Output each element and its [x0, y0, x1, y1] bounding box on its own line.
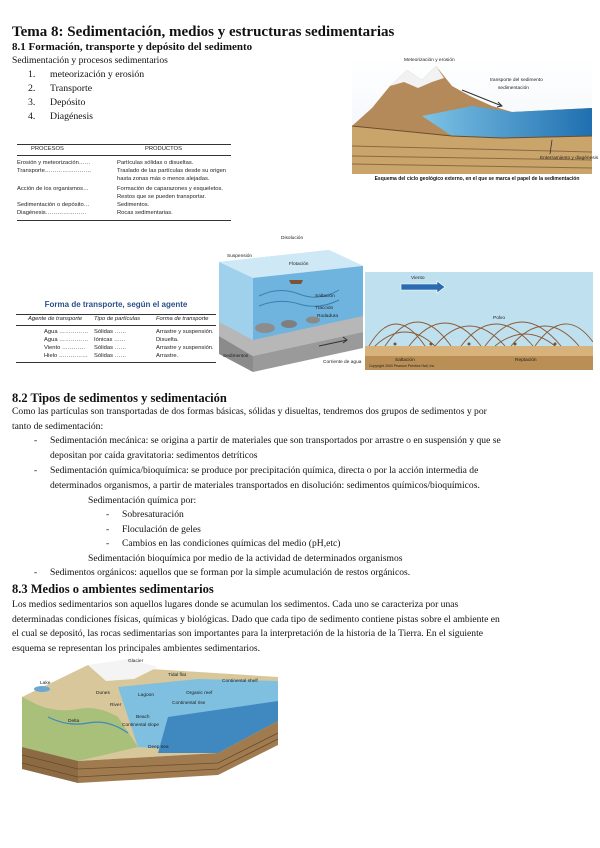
water-transport-figure	[219, 236, 363, 372]
label-sedimentos: Sedimentos	[223, 354, 249, 359]
label-disolucion: Disolución	[281, 236, 304, 241]
table-cell: Sólidas ……	[94, 345, 127, 351]
table-cell: Rocas sedimentarias.	[117, 210, 173, 216]
label-corriente: Corriente de agua	[323, 360, 362, 365]
label-burial: Enterramiento y diagénesis	[540, 156, 599, 161]
section-8-2-heading: 8.2 Tipos de sedimentos y sedimentación	[12, 391, 227, 405]
table-cell: Iónicas ……	[94, 337, 126, 343]
list-item: 1. meteorización y erosión	[28, 69, 145, 80]
label-lagoon: Lagoon	[138, 693, 155, 698]
table-row: Agua ……………	[44, 329, 89, 335]
label-traccion: Tracción	[315, 306, 334, 311]
label-lake: Lake	[40, 681, 51, 686]
steps-list	[28, 68, 144, 124]
table-row: Erosión y meteorización……	[17, 160, 91, 166]
table-row: Transporte……………………	[17, 168, 92, 174]
section-8-3-heading: 8.3 Medios o ambientes sedimentarios	[12, 582, 214, 596]
label-saltacion-viento: Saltación	[395, 358, 415, 363]
table-row: Viento …………	[44, 345, 86, 351]
table-cell: Sedimentos.	[117, 202, 150, 208]
table-cell: Sólidas ……	[94, 329, 127, 335]
table-cell: Formación de caparazones y esqueletos. Restos que se pueden transportar.	[117, 186, 224, 200]
table-cell: Disuelta.	[156, 337, 179, 343]
bio-line: Sedimentación bioquímica por medio de la actividad de determinados organismos	[88, 553, 403, 564]
label-viento: Viento	[411, 276, 425, 281]
list-item: 3. Depósito	[28, 97, 86, 108]
figure-copyright: Copyright 2004 Pearson Prentice Hall, Inc.	[369, 364, 436, 368]
label-tidal-flat: Tidal flat	[168, 673, 186, 678]
table-cell: Sólidas ……	[94, 353, 127, 359]
table-cell: Arrastre.	[156, 353, 179, 359]
label-dunes: Dunes	[96, 691, 110, 696]
list-item: - Cambios en las condiciones químicas del medio (pH,etc)	[106, 538, 341, 550]
header-forma: Forma de transporte	[156, 316, 209, 322]
label-rodadura: Rodadura	[317, 314, 339, 319]
label-river: River	[110, 703, 122, 708]
s1-intro: Sedimentación y procesos sedimentarios	[12, 55, 168, 66]
label-deep-sea: Deep sea	[148, 745, 169, 750]
table-cell: Traslado de las partículas desde su origen hasta zonas más o menos alejadas.	[117, 168, 227, 182]
header-procesos: PROCESOS	[31, 146, 64, 152]
label-flotacion: Flotación	[289, 262, 309, 267]
page-title: Tema 8: Sedimentación, medios y estructuras sedimentarias	[12, 24, 395, 40]
geologic-cycle-figure	[352, 56, 599, 200]
label-weathering: Meteorización y erosión	[404, 58, 455, 63]
header-tipo: Tipo de partículas	[94, 316, 141, 322]
table-row: Sedimentación o depósito…	[17, 202, 90, 208]
transport-table	[16, 300, 216, 363]
table-cell: Partículas sólidas o disueltas.	[117, 160, 194, 166]
label-delta: Delta	[68, 719, 80, 724]
s2-bullet-quimica: - Sedimentación química/bioquímica: se produce por precipitación química, directa o por la acción intermedia de determinados organismos, a partir de materiales transportados en disolución: sedimentos químicos/bioquímicos.	[34, 465, 480, 491]
table-row: Agua ……………	[44, 337, 89, 343]
sedimentary-environments-figure	[18, 657, 278, 789]
wind-transport-figure	[365, 272, 593, 370]
transport-table-title: Forma de transporte, según el agente	[44, 300, 188, 309]
s2-intro: Como las partículas son transportadas de dos formas básicas, sólidas y disueltas, tendremos dos grupos de sedimentos y por tanto de sedimentación:	[12, 406, 487, 432]
label-reptacion: Reptación	[515, 358, 537, 363]
header-agente: Agente de transporte	[28, 316, 83, 322]
label-reef: Organic reef	[186, 691, 213, 696]
list-item: 4. Diagénesis	[28, 111, 93, 122]
table-cell: Arrastre y suspensión.	[156, 329, 214, 335]
label-polvo: Polvo	[493, 316, 505, 321]
table-row: Acción de los organismos…	[17, 186, 89, 192]
table-row: Hielo ……………	[44, 353, 88, 359]
process-table	[17, 144, 231, 221]
chem-label: Sedimentación química por:	[88, 495, 197, 506]
table-row: Diagénesis…………………	[17, 210, 87, 216]
cycle-figure-caption: Esquema del ciclo geológico externo, en el que se marca el papel de la sedimentación	[374, 176, 580, 182]
label-saltacion: Saltación	[315, 294, 335, 299]
label-transport: transporte del sedimento	[490, 78, 543, 83]
label-beach: Beach	[136, 715, 150, 720]
label-shelf: Continental shelf	[222, 679, 258, 684]
list-item: - Floculación de geles	[106, 523, 201, 535]
s3-body: Los medios sedimentarios son aquellos lugares donde se acumulan los sedimentos. Cada uno se caracteriza por unas determinadas condiciones físicas, químicas y biológicas. Dado que cada tipo de sedimento contiene pistas sobre el ambiente en el cual se depositó, las rocas sedimentarias son importantes para la interpretación de la historia de la Tierra. En el siguiente esquema se representan los principales ambientes sedimentarios.	[12, 599, 500, 654]
label-rise: Continental rise	[172, 701, 206, 706]
label-suspension: Suspensión	[227, 254, 253, 259]
list-item: - Sobresaturación	[106, 509, 184, 520]
process-table-header	[17, 144, 231, 156]
table-cell: Arrastre y suspensión.	[156, 345, 214, 351]
wind-transport-illustration	[365, 272, 593, 370]
label-slope: Continental slope	[122, 723, 160, 728]
header-productos: PRODUCTOS	[145, 146, 182, 152]
label-sedimentation: sedimentación	[498, 86, 529, 91]
label-glacier: Glacier	[128, 659, 144, 664]
chem-items	[106, 508, 340, 552]
section-8-1-heading: 8.1 Formación, transporte y depósito del sedimento	[12, 41, 253, 53]
s2-bullet-mecanica: - Sedimentación mecánica: se origina a partir de materiales que son transportados por arrastre o en suspensión y que se depositan por caída gravitatoria: sedimentos detríticos	[34, 435, 501, 461]
list-item: 2. Transporte	[28, 83, 93, 94]
s2-bullet-organicos: - Sedimentos orgánicos: aquellos que se forman por la simple acumulación de restos orgánicos.	[34, 567, 411, 578]
